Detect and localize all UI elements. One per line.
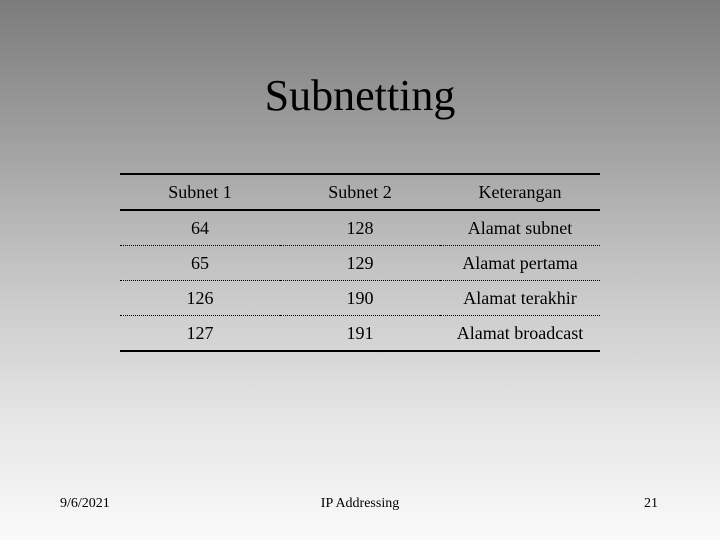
page-number: 21	[644, 496, 658, 511]
table-cell: Alamat subnet	[467, 217, 573, 238]
subnet-table	[120, 173, 600, 352]
column-header-subnet-1: Subnet 1	[168, 181, 232, 202]
table-cell: 64	[191, 217, 209, 238]
table-cell: 191	[346, 322, 374, 343]
table-header-row	[120, 174, 600, 210]
table-cell: Alamat pertama	[462, 252, 578, 273]
table-row	[120, 246, 600, 281]
column-header-keterangan: Keterangan	[478, 181, 562, 202]
footer-date: 9/6/2021	[60, 496, 110, 511]
table-row	[120, 281, 600, 316]
table-cell: 127	[186, 322, 214, 343]
table-cell: 126	[186, 287, 214, 308]
table-cell: 129	[346, 252, 374, 273]
slide-title: Subnetting	[264, 71, 456, 120]
table-row	[120, 210, 600, 246]
footer-title: IP Addressing	[320, 496, 400, 511]
table-cell: 190	[346, 287, 374, 308]
table-cell: Alamat terakhir	[463, 287, 577, 308]
table-cell: 128	[346, 217, 374, 238]
table-row	[120, 316, 600, 352]
table-cell: 65	[191, 252, 209, 273]
column-header-subnet-2: Subnet 2	[328, 181, 392, 202]
table-cell: Alamat broadcast	[456, 322, 584, 343]
